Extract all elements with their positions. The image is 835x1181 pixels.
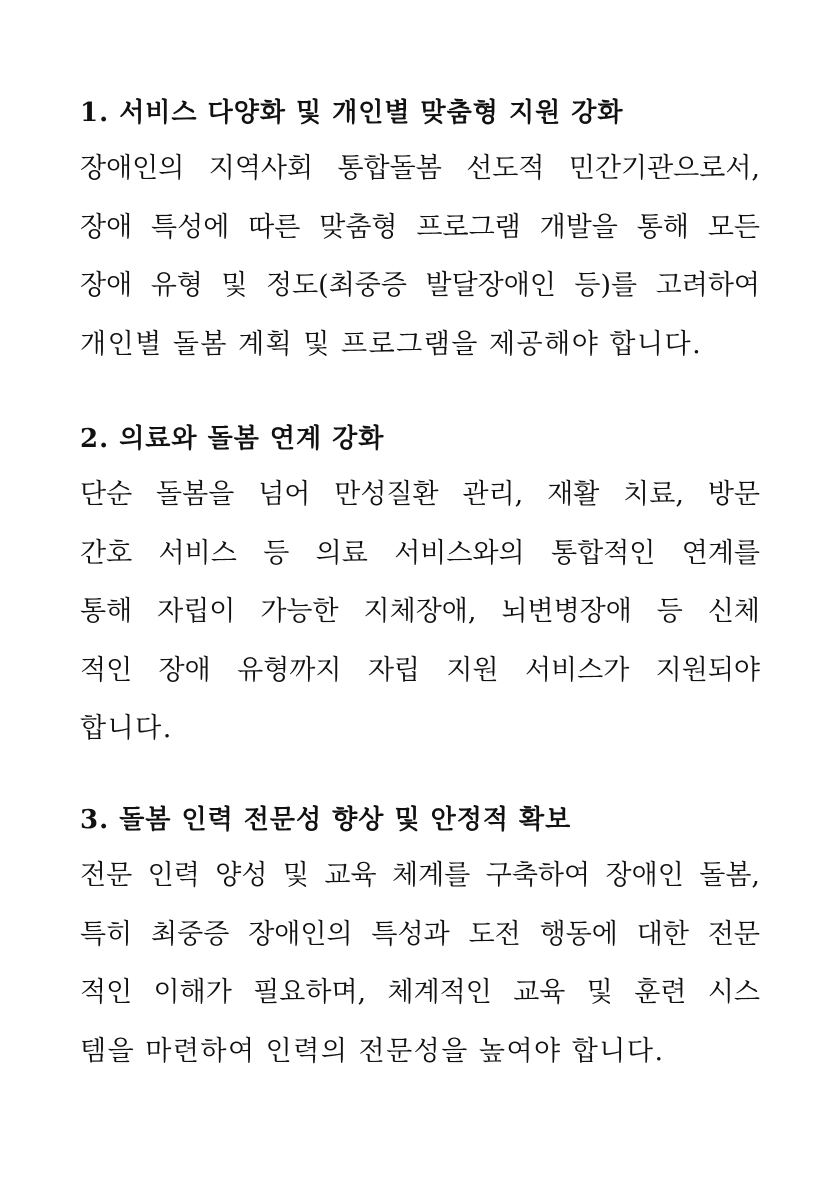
paragraph-line: 개인별 돌봄 계획 및 프로그램을 제공해야 합니다. bbox=[80, 328, 703, 360]
section-body bbox=[80, 140, 760, 374]
paragraph-line: 간호 서비스 등 의료 서비스와의 통합적인 연계를 bbox=[80, 537, 760, 569]
paragraph-line: 통해 자립이 가능한 지체장애, 뇌변병장애 등 신체 bbox=[80, 596, 760, 627]
paragraph-line: 장애 유형 및 정도(최중증 발달장애인 등)를 고려하여 bbox=[80, 270, 760, 301]
section-medical-care-linkage bbox=[80, 422, 760, 759]
paragraph-line: 장애 특성에 따른 맞춤형 프로그램 개발을 통해 모든 bbox=[80, 211, 760, 243]
paragraph-line: 특히 최중증 장애인의 특성과 도전 행동에 대한 전문 bbox=[80, 918, 760, 950]
paragraph-line: 적인 이해가 필요하며, 체계적인 교육 및 훈련 시스 bbox=[80, 977, 760, 1008]
section-heading: 3. 돌봄 인력 전문성 향상 및 안정적 확보 bbox=[80, 805, 572, 835]
section-heading: 1. 서비스 다양화 및 개인별 맞춤형 지원 강화 bbox=[80, 98, 624, 128]
paragraph-line: 템을 마련하여 인력의 전문성을 높여야 합니다. bbox=[80, 1035, 665, 1067]
section-care-workforce bbox=[80, 803, 760, 1081]
paragraph-line: 전문 인력 양성 및 교육 체계를 구축하여 장애인 돌봄, bbox=[80, 860, 760, 891]
paragraph-line: 적인 장애 유형까지 자립 지원 서비스가 지원되야 bbox=[80, 654, 760, 686]
section-body bbox=[80, 847, 760, 1081]
paragraph-line: 단순 돌봄을 넘어 만성질환 관리, 재활 치료, 방문 bbox=[80, 479, 760, 510]
section-service-diversification bbox=[80, 96, 760, 374]
paragraph-line: 합니다. bbox=[80, 713, 173, 744]
paragraph-line: 장애인의 지역사회 통합돌봄 선도적 민간기관으로서, bbox=[80, 153, 760, 184]
section-heading: 2. 의료와 돌봄 연계 강화 bbox=[80, 424, 385, 454]
section-body bbox=[80, 466, 760, 759]
